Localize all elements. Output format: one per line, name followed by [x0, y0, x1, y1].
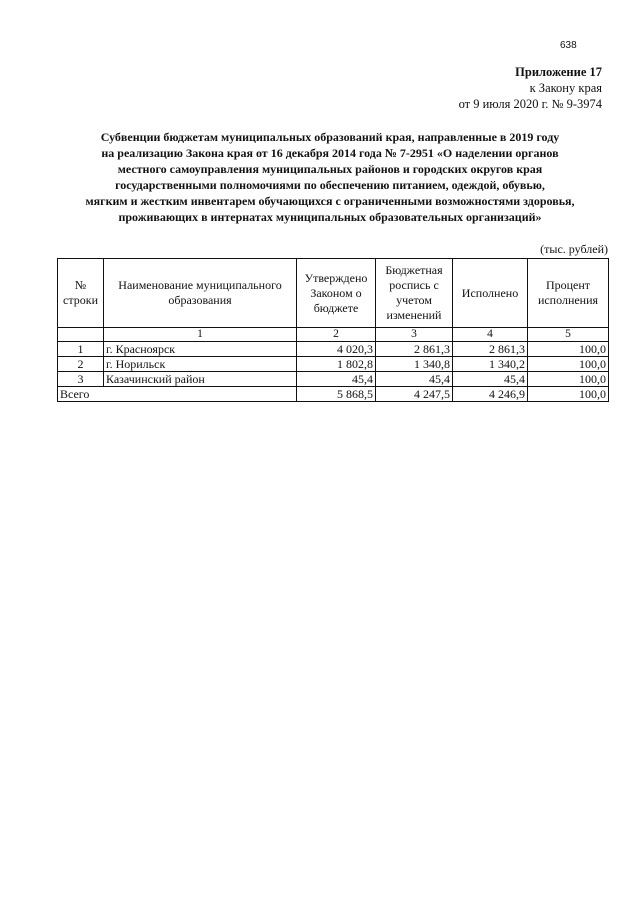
header-percent: Процент исполнения — [528, 259, 609, 328]
budget-list-value: 2 861,3 — [376, 342, 453, 357]
total-budget-list: 4 247,5 — [376, 387, 453, 402]
appendix-title: Приложение 17 — [515, 65, 602, 79]
approved-value: 1 802,8 — [297, 357, 376, 372]
document-title — [40, 129, 620, 225]
header-executed: Исполнено — [453, 259, 528, 328]
table-row — [58, 372, 609, 387]
column-number-blank — [58, 328, 104, 342]
column-number: 1 — [104, 328, 297, 342]
appendix-law-date: от 9 июля 2020 г. № 9-3974 — [458, 97, 602, 111]
municipality-name: г. Норильск — [104, 357, 297, 372]
executed-value: 2 861,3 — [453, 342, 528, 357]
header-budget-list: Бюджетная роспись с учетом изменений — [376, 259, 453, 328]
unit-note: (тыс. рублей) — [540, 242, 608, 256]
row-number: 2 — [58, 357, 104, 372]
row-number: 3 — [58, 372, 104, 387]
total-percent: 100,0 — [528, 387, 609, 402]
table-row — [58, 357, 609, 372]
table-total-row — [58, 387, 609, 402]
title-line: проживающих в интернатах муниципальных образовательных организаций» — [118, 210, 542, 224]
column-number: 4 — [453, 328, 528, 342]
title-line: мягким и жестким инвентарем обучающихся с ограниченными возможностями здоровья, — [85, 194, 575, 208]
executed-value: 1 340,2 — [453, 357, 528, 372]
percent-value: 100,0 — [528, 372, 609, 387]
total-executed: 4 246,9 — [453, 387, 528, 402]
column-number: 3 — [376, 328, 453, 342]
title-line: государственными полномочиями по обеспечению питанием, одеждой, обувью, — [115, 178, 545, 192]
table-header-row — [58, 259, 609, 328]
title-line: Субвенции бюджетам муниципальных образований края, направленные в 2019 году — [100, 130, 560, 144]
municipality-name: Казачинский район — [104, 372, 297, 387]
header-approved: Утверждено Законом о бюджете — [297, 259, 376, 328]
title-line: местного самоуправления муниципальных районов и городских округов края — [117, 162, 543, 176]
table-row — [58, 342, 609, 357]
budget-list-value: 45,4 — [376, 372, 453, 387]
header-municipality-name: Наименование муниципального образования — [104, 259, 297, 328]
title-line: на реализацию Закона края от 16 декабря 2014 года № 7-2951 «О наделении органов — [101, 146, 559, 160]
total-label: Всего — [58, 387, 297, 402]
budget-table — [57, 258, 609, 402]
column-number-row — [58, 328, 609, 342]
budget-list-value: 1 340,8 — [376, 357, 453, 372]
appendix-block — [459, 64, 602, 112]
municipality-name: г. Красноярск — [104, 342, 297, 357]
percent-value: 100,0 — [528, 357, 609, 372]
header-row-number: № строки — [58, 259, 104, 328]
column-number: 2 — [297, 328, 376, 342]
total-approved: 5 868,5 — [297, 387, 376, 402]
percent-value: 100,0 — [528, 342, 609, 357]
page-number: 638 — [560, 40, 577, 51]
row-number: 1 — [58, 342, 104, 357]
executed-value: 45,4 — [453, 372, 528, 387]
column-number: 5 — [528, 328, 609, 342]
approved-value: 45,4 — [297, 372, 376, 387]
approved-value: 4 020,3 — [297, 342, 376, 357]
appendix-law-ref: к Закону края — [529, 81, 602, 95]
